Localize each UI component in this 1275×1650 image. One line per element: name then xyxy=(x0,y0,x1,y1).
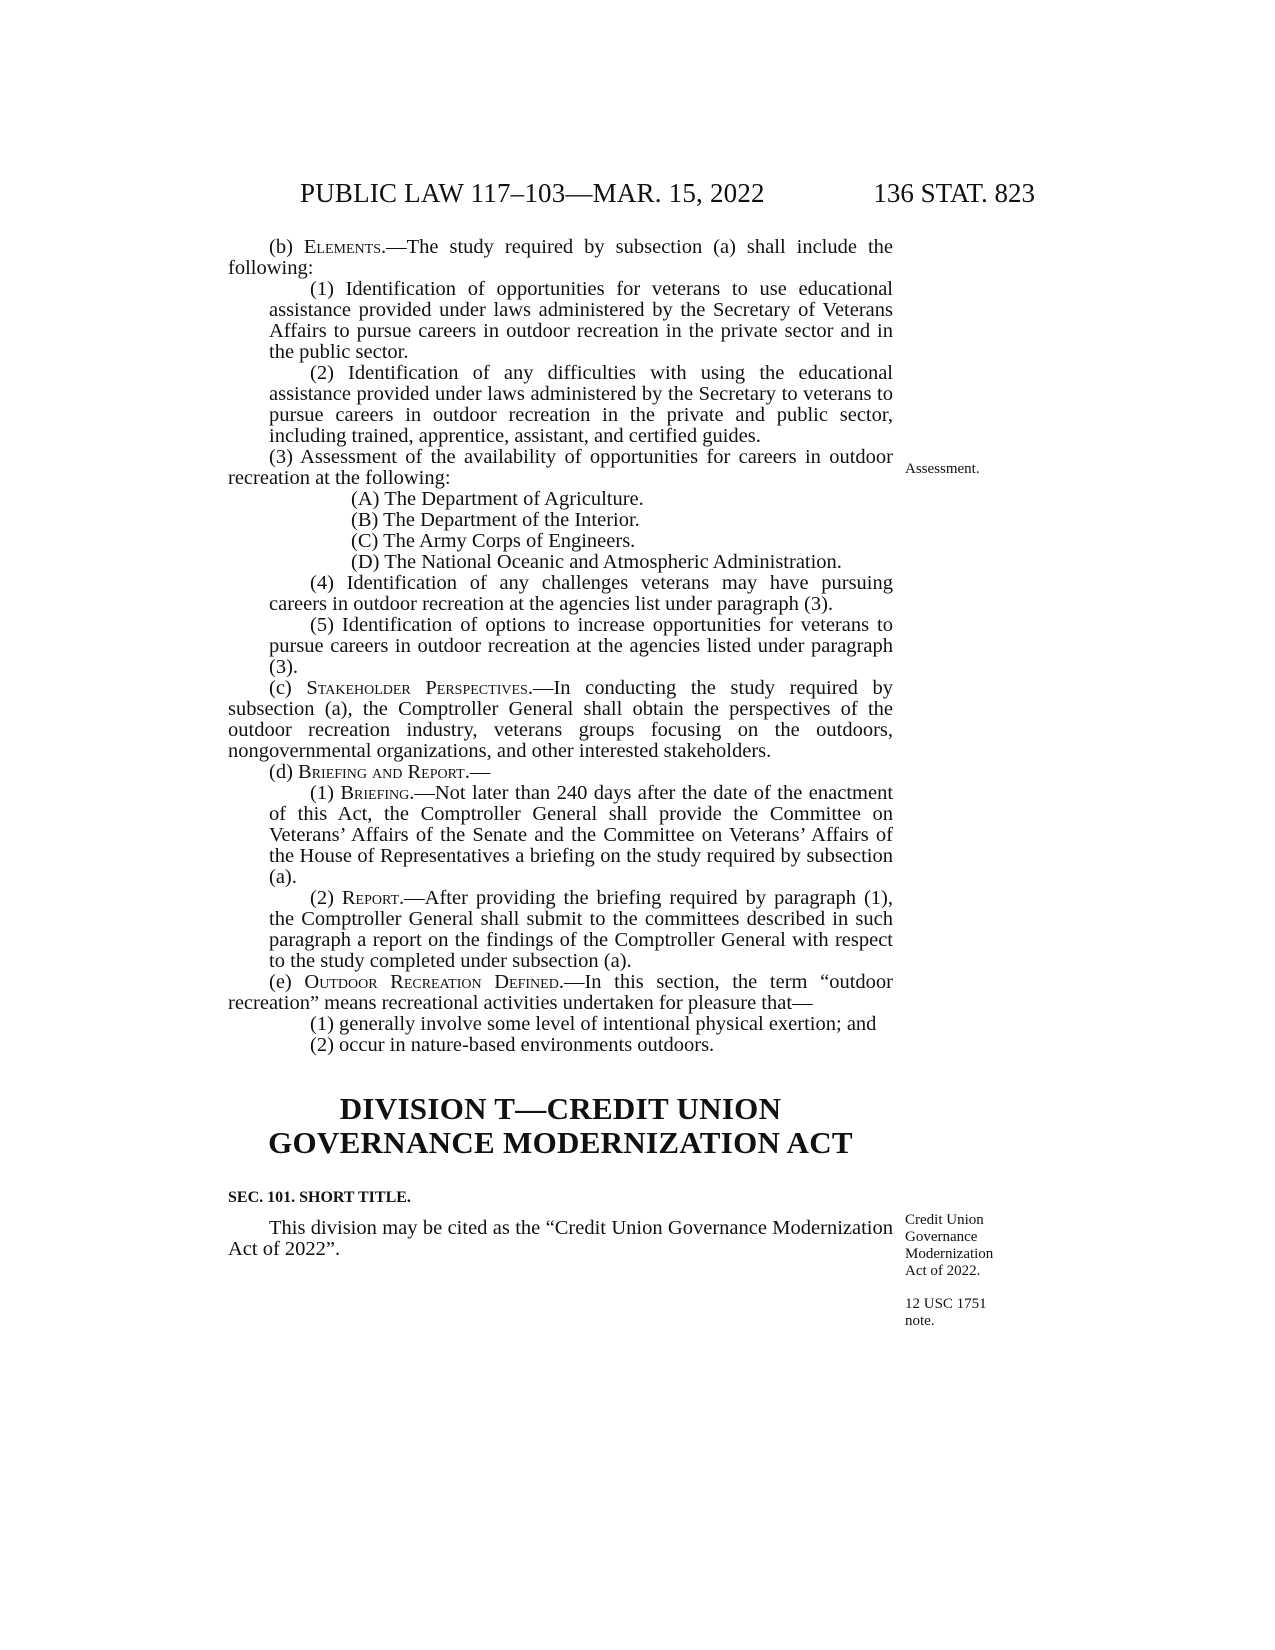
subsection-c-text: .—In conducting the study required by subsection (a), the Comptroller General shall obtain the perspectives of the outdoor recreation industry, veterans groups focusing on the outdoors, nongovernmental organizations, and other interested stakeholders. xyxy=(228,677,893,762)
subsection-d xyxy=(228,762,893,783)
paragraph-e2: (2) occur in nature-based environments outdoors. xyxy=(310,1034,715,1056)
division-title xyxy=(228,1092,893,1160)
margin-note-act-name: Credit Union Governance Modernization Act of 2022. xyxy=(905,1212,994,1279)
subsection-d-prefix: (d) xyxy=(269,761,299,783)
subparagraph-b3b: (B) The Department of the Interior. xyxy=(351,509,640,531)
paragraph-d2-prefix: (2) xyxy=(310,887,342,909)
paragraph-b1: (1) Identification of opportunities for veterans to use educational assistance provided under laws administered by the Secretary of Veterans Affairs to pursue careers in outdoor recreation in the private sector and in the public sector. xyxy=(269,278,893,363)
paragraph-e1: (1) generally involve some level of intentional physical exertion; and xyxy=(310,1013,877,1035)
paragraph-d1-prefix: (1) xyxy=(310,782,341,804)
page-header xyxy=(0,178,1275,214)
paragraph-b3: (3) Assessment of the availability of opportunities for careers in outdoor recreation at the following: xyxy=(228,446,893,489)
subparagraph-b3c: (C) The Army Corps of Engineers. xyxy=(351,530,636,552)
paragraph-d2 xyxy=(228,888,893,972)
subsection-d-heading: Briefing and Report xyxy=(298,761,465,783)
margin-note-assessment: Assessment. xyxy=(905,461,980,477)
subsection-e-prefix: (e) xyxy=(269,971,305,993)
paragraph-d2-heading: Report xyxy=(341,887,400,909)
statute-page-number: 136 STAT. 823 xyxy=(873,178,1035,208)
margin-note-usc: 12 USC 1751 note. xyxy=(905,1296,987,1329)
division-title-line-1: DIVISION T—CREDIT UNION xyxy=(339,1091,782,1126)
subsection-c-prefix: (c) xyxy=(269,677,307,699)
law-body-text xyxy=(228,237,893,1260)
subsection-c-heading: Stakeholder Perspectives xyxy=(306,677,528,699)
subsection-e xyxy=(228,972,893,1014)
subsection-b-heading: Elements xyxy=(303,236,381,258)
paragraph-d1-text: .—Not later than 240 days after the date of the enactment of this Act, the Comptroller General shall provide the Committee on Veterans’ Affairs of the Senate and the Committee on Veterans’ Affairs of the House of Representatives a briefing on the study required by subsection (a). xyxy=(269,782,894,888)
division-title-line-2: GOVERNANCE MODERNIZATION ACT xyxy=(268,1125,853,1160)
paragraph-b5: (5) Identification of options to increase opportunities for veterans to pursue careers in outdoor recreation at the agencies listed under paragraph (3). xyxy=(269,614,893,678)
subsection-b-text: .—The study required by subsection (a) shall include the following: xyxy=(228,236,894,279)
subsection-d-text: .— xyxy=(464,761,491,783)
section-text: This division may be cited as the “Credit Union Governance Modernization Act of 2022”. xyxy=(228,1217,893,1260)
subsection-c xyxy=(228,678,893,762)
subsection-b: (b) Elements.—The study required by subsection (a) shall include the following: xyxy=(228,236,894,279)
paragraph-b4: (4) Identification of any challenges veterans may have pursuing careers in outdoor recreation at the agencies list under paragraph (3). xyxy=(269,572,893,615)
subsection-e-heading: Outdoor Recreation Defined xyxy=(304,971,559,993)
subparagraph-b3a: (A) The Department of Agriculture. xyxy=(351,488,644,510)
paragraph-d1-heading: Briefing xyxy=(340,782,410,804)
paragraph-b2: (2) Identification of any difficulties with using the educational assistance provided under laws administered by the Secretary to veterans to pursue careers in outdoor recreation in the private and public sector, including trained, apprentice, assistant, and certified guides. xyxy=(269,362,893,447)
subparagraph-b3d: (D) The National Oceanic and Atmospheric Administration. xyxy=(351,551,842,573)
section-heading: SEC. 101. SHORT TITLE. xyxy=(228,1189,411,1206)
running-head-title: PUBLIC LAW 117–103—MAR. 15, 2022 xyxy=(300,178,765,208)
paragraph-d2-text: .—After providing the briefing required by paragraph (1), the Comptroller General shall submit to the committees described in such paragraph a report on the findings of the Comptroller General with respect to the study completed under subsection (a). xyxy=(269,887,893,972)
paragraph-d1 xyxy=(228,783,893,888)
subsection-e-text: .—In this section, the term “outdoor recreation” means recreational activities undertaken for pleasure that— xyxy=(228,971,893,1014)
